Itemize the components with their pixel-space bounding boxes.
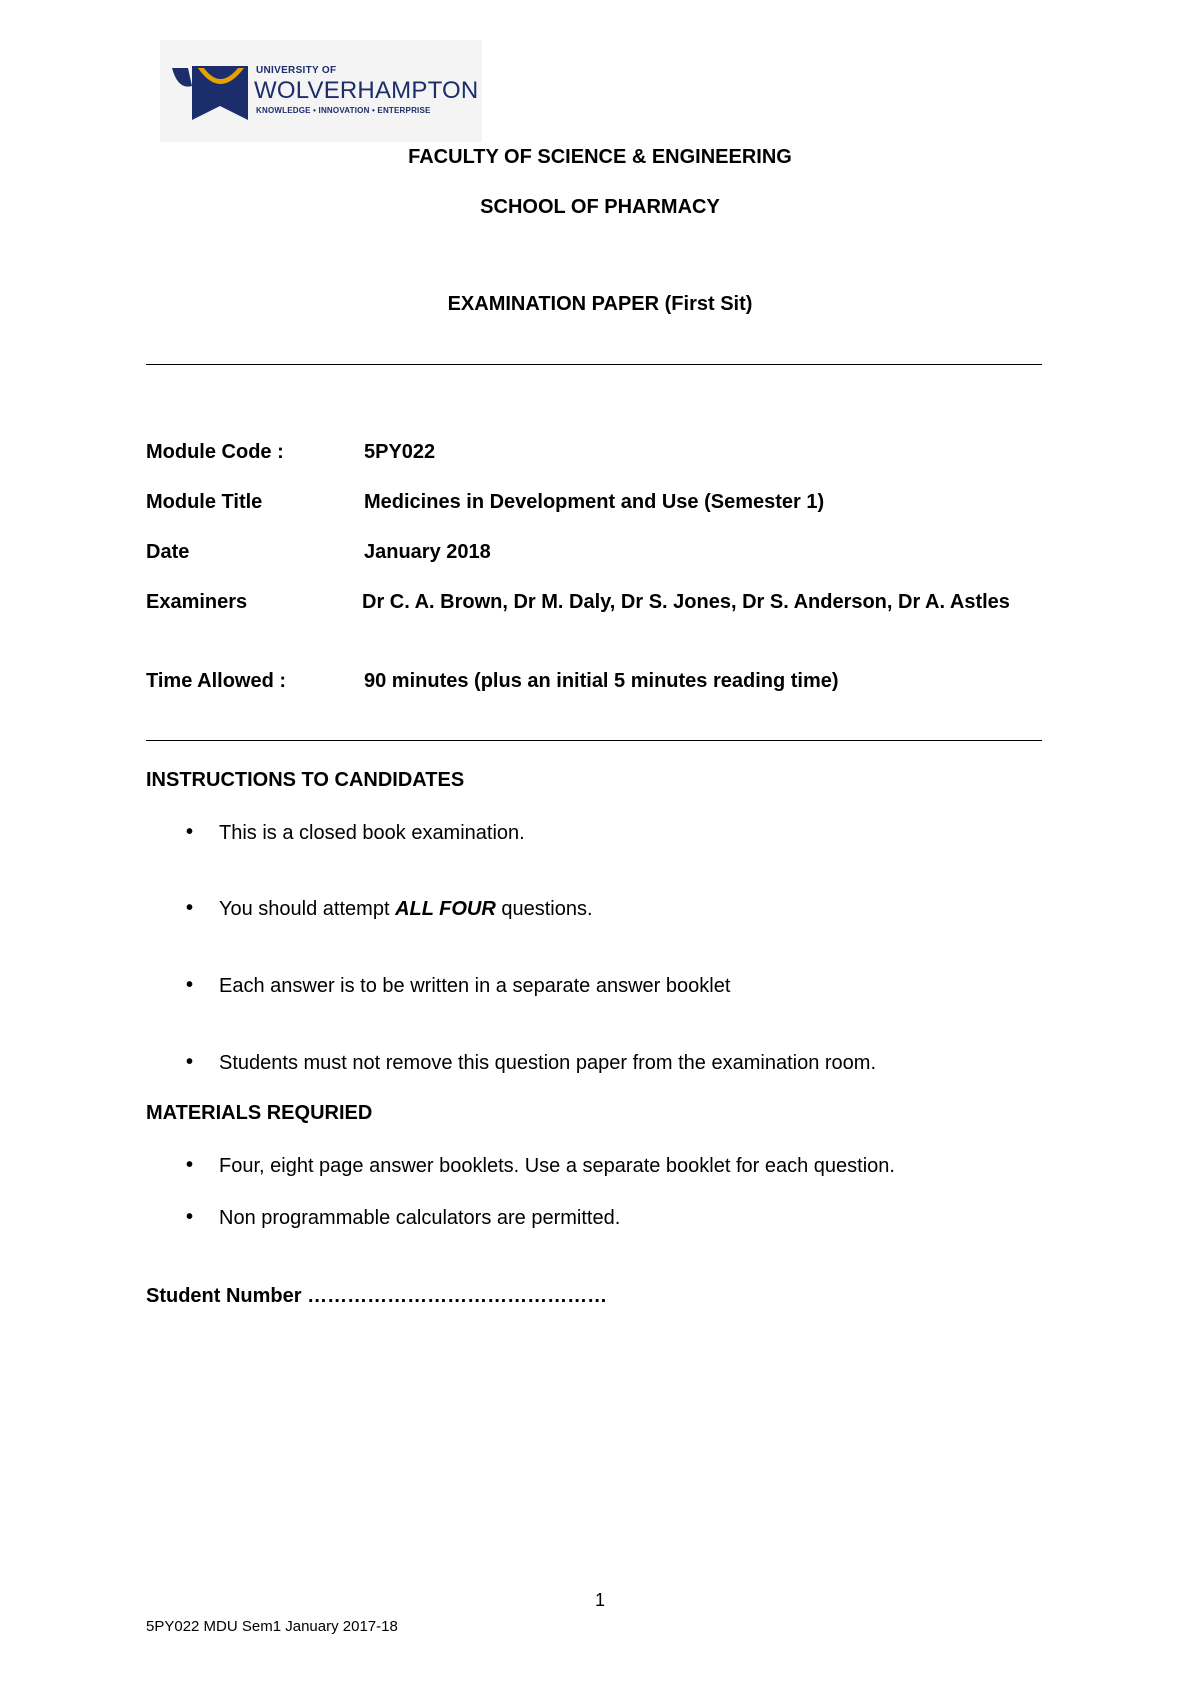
instructions-heading: INSTRUCTIONS TO CANDIDATES: [146, 769, 465, 791]
divider-bottom: [146, 740, 1042, 741]
instruction-item: [219, 898, 1039, 921]
instruction-item: Students must not remove this question paper from the examination room.: [219, 1052, 877, 1074]
materials-heading: MATERIALS REQURIED: [146, 1102, 373, 1124]
module-code-value: 5PY022: [364, 441, 436, 463]
university-logo: [160, 40, 482, 142]
module-code-label: Module Code :: [146, 441, 284, 463]
paper-title: [0, 293, 1200, 316]
student-number-dots: ………………………………………: [307, 1285, 608, 1307]
bullet-icon: •: [186, 1154, 194, 1176]
logo-line-wolverhampton: WOLVERHAMPTON: [254, 77, 479, 104]
instruction-text: questions.: [495, 898, 593, 920]
module-title-label: Module Title: [146, 491, 263, 513]
university-crest-icon: [170, 60, 250, 122]
instruction-item: Each answer is to be written in a separate answer booklet: [219, 975, 731, 997]
time-allowed-label: Time Allowed :: [146, 670, 287, 692]
bullet-icon: •: [186, 821, 194, 843]
faculty-heading: FACULTY OF SCIENCE & ENGINEERING: [408, 146, 792, 168]
bullet-icon: •: [186, 974, 194, 996]
bullet-icon: •: [186, 1206, 194, 1228]
materials-item: Four, eight page answer booklets. Use a separate booklet for each question.: [219, 1155, 895, 1177]
module-title-value: Medicines in Development and Use (Semester 1): [364, 491, 825, 513]
bullet-icon: •: [186, 1051, 194, 1073]
school-heading: SCHOOL OF PHARMACY: [480, 196, 720, 218]
paper-title-main: EXAMINATION PAPER: [447, 293, 660, 315]
divider-top: [146, 364, 1042, 365]
footer-text: 5PY022 MDU Sem1 January 2017-18: [146, 1618, 398, 1635]
time-allowed-value: 90 minutes (plus an initial 5 minutes reading time): [364, 670, 839, 692]
page-number: 1: [594, 1590, 605, 1610]
bullet-icon: •: [186, 897, 194, 919]
examiners-value: Dr C. A. Brown, Dr M. Daly, Dr S. Jones, Dr S. Anderson, Dr A. Astles: [362, 591, 1010, 613]
student-number-label: Student Number: [146, 1285, 302, 1307]
student-number-field: [146, 1285, 607, 1308]
logo-line-university-of: UNIVERSITY OF: [256, 65, 337, 76]
instruction-text: You should attempt: [219, 898, 396, 920]
date-value: January 2018: [364, 541, 491, 563]
date-label: Date: [146, 541, 190, 563]
examiners-label: Examiners: [146, 591, 248, 613]
logo-tagline: KNOWLEDGE • INNOVATION • ENTERPRISE: [256, 106, 431, 115]
paper-title-sit: (First Sit): [664, 293, 753, 315]
instruction-emphasis: ALL FOUR: [395, 898, 496, 920]
materials-item: Non programmable calculators are permitted.: [219, 1207, 621, 1229]
instruction-item: This is a closed book examination.: [219, 822, 525, 844]
